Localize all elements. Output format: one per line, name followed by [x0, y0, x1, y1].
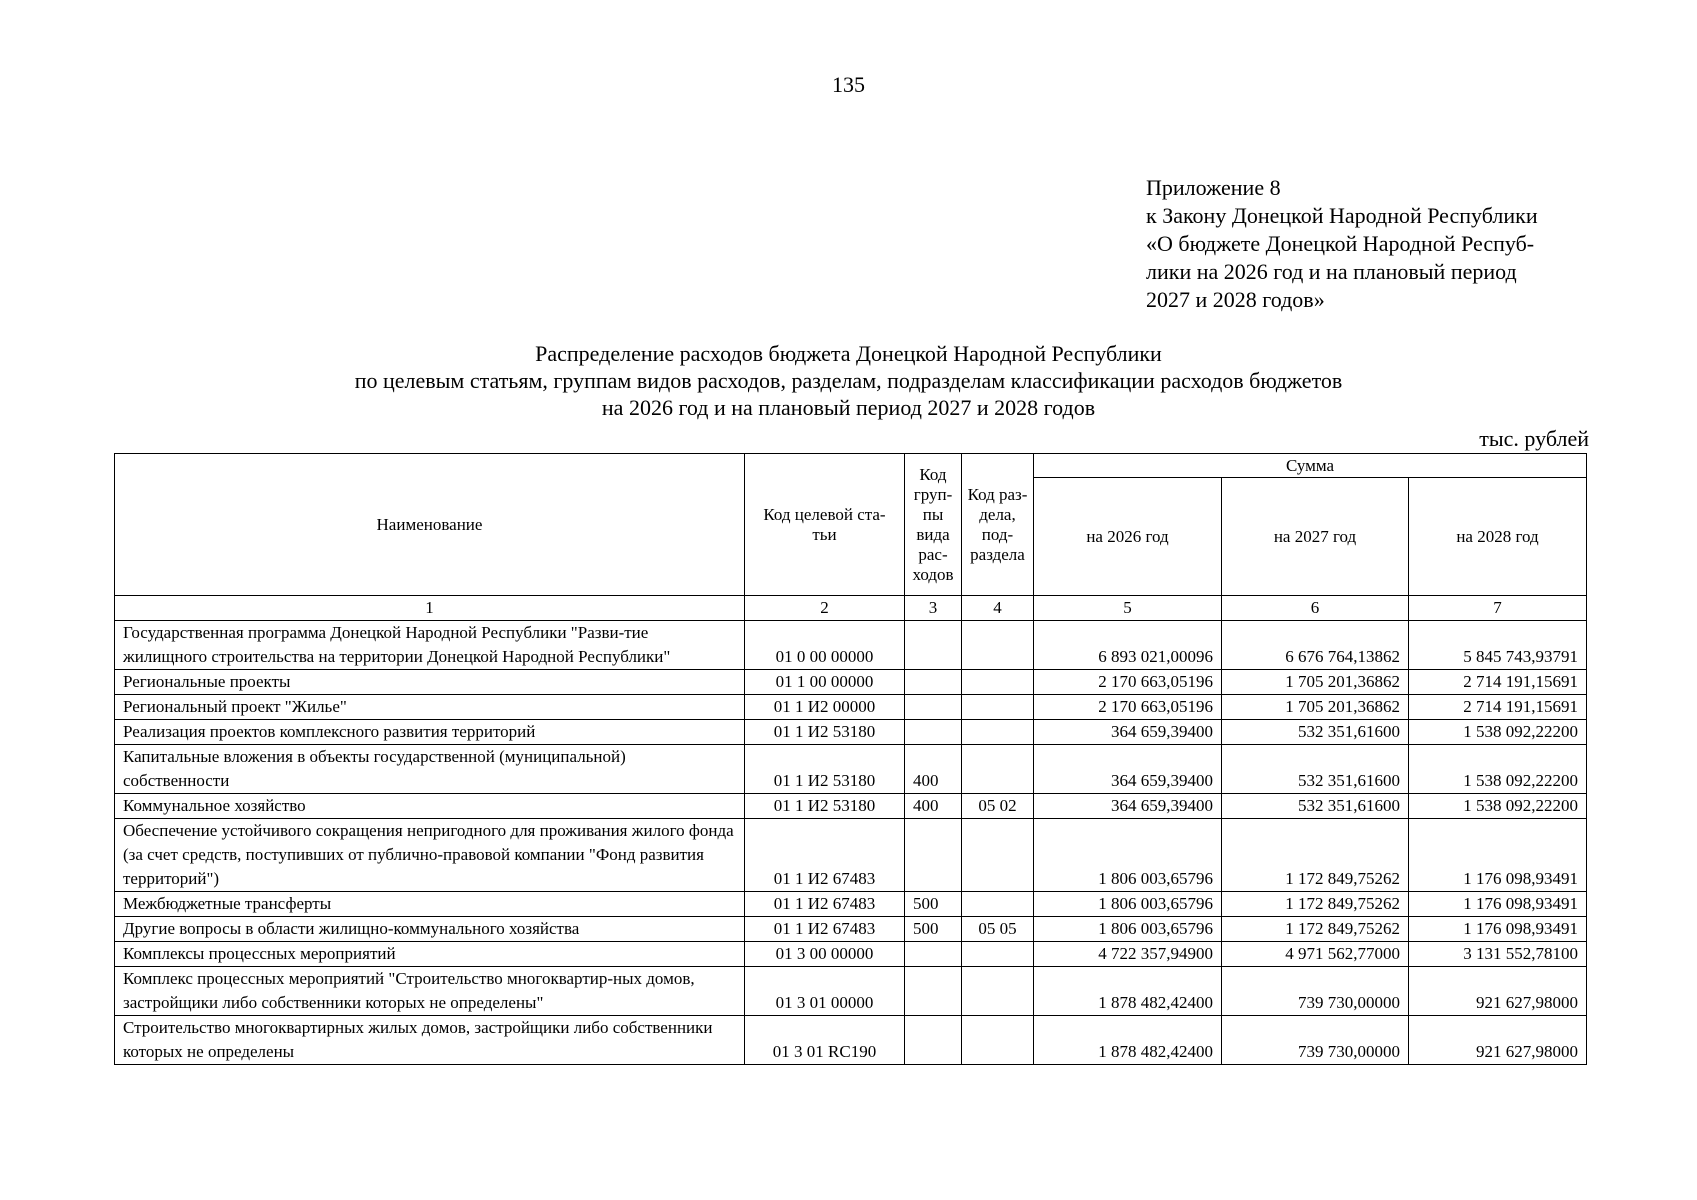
row-section-code — [962, 1016, 1034, 1065]
column-number: 7 — [1409, 596, 1587, 621]
row-amount-2028: 2 714 191,15691 — [1409, 670, 1587, 695]
row-target-code: 01 1 И2 67483 — [745, 917, 905, 942]
document-title — [0, 340, 1697, 421]
row-name: Государственная программа Донецкой Народной Республики "Разви-тие жилищного строительства на территории Донецкой Народной Республики" — [115, 621, 745, 670]
row-section-code: 05 02 — [962, 794, 1034, 819]
header-target-code: Код целевой ста-тьи — [745, 454, 905, 596]
appendix-caption — [1146, 174, 1606, 314]
row-name: Региональный проект "Жилье" — [115, 695, 745, 720]
row-target-code: 01 0 00 00000 — [745, 621, 905, 670]
row-section-code — [962, 892, 1034, 917]
row-amount-2027: 4 971 562,77000 — [1222, 942, 1409, 967]
row-group-code: 500 — [905, 917, 962, 942]
row-amount-2026: 364 659,39400 — [1034, 720, 1222, 745]
row-amount-2026: 1 806 003,65796 — [1034, 819, 1222, 892]
header-section-code: Код раз-дела, под-раздела — [962, 454, 1034, 596]
row-section-code: 05 05 — [962, 917, 1034, 942]
row-target-code: 01 1 И2 53180 — [745, 794, 905, 819]
row-amount-2028: 1 538 092,22200 — [1409, 794, 1587, 819]
row-group-code — [905, 1016, 962, 1065]
row-name: Реализация проектов комплексного развития территорий — [115, 720, 745, 745]
row-amount-2028: 1 538 092,22200 — [1409, 745, 1587, 794]
row-amount-2027: 1 172 849,75262 — [1222, 819, 1409, 892]
header-sum: Сумма — [1034, 454, 1587, 478]
row-amount-2026: 2 170 663,05196 — [1034, 670, 1222, 695]
row-amount-2026: 1 878 482,42400 — [1034, 967, 1222, 1016]
row-amount-2027: 739 730,00000 — [1222, 1016, 1409, 1065]
row-amount-2026: 6 893 021,00096 — [1034, 621, 1222, 670]
row-group-code — [905, 670, 962, 695]
row-group-code: 400 — [905, 745, 962, 794]
column-number: 3 — [905, 596, 962, 621]
row-amount-2028: 1 538 092,22200 — [1409, 720, 1587, 745]
table-row — [115, 695, 1587, 720]
row-amount-2027: 1 172 849,75262 — [1222, 917, 1409, 942]
appendix-line: 2027 и 2028 годов» — [1146, 287, 1325, 312]
title-line: Распределение расходов бюджета Донецкой Народной Республики — [535, 341, 1162, 366]
row-target-code: 01 1 00 00000 — [745, 670, 905, 695]
row-group-code: 500 — [905, 892, 962, 917]
row-section-code — [962, 621, 1034, 670]
row-group-code: 400 — [905, 794, 962, 819]
table-row — [115, 720, 1587, 745]
row-group-code — [905, 695, 962, 720]
row-amount-2028: 1 176 098,93491 — [1409, 917, 1587, 942]
row-group-code — [905, 819, 962, 892]
table-row — [115, 670, 1587, 695]
row-target-code: 01 3 01 RC190 — [745, 1016, 905, 1065]
column-number: 6 — [1222, 596, 1409, 621]
appendix-line: лики на 2026 год и на плановый период — [1146, 259, 1517, 284]
row-amount-2028: 3 131 552,78100 — [1409, 942, 1587, 967]
row-group-code — [905, 720, 962, 745]
table-row — [115, 942, 1587, 967]
row-group-code — [905, 967, 962, 1016]
table-row — [115, 892, 1587, 917]
row-group-code — [905, 621, 962, 670]
row-name: Коммунальное хозяйство — [115, 794, 745, 819]
row-name: Капитальные вложения в объекты государственной (муниципальной) собственности — [115, 745, 745, 794]
row-amount-2026: 1 878 482,42400 — [1034, 1016, 1222, 1065]
header-year-2028: на 2028 год — [1409, 478, 1587, 596]
row-target-code: 01 1 И2 67483 — [745, 819, 905, 892]
row-amount-2027: 1 172 849,75262 — [1222, 892, 1409, 917]
row-target-code: 01 3 00 00000 — [745, 942, 905, 967]
row-amount-2026: 1 806 003,65796 — [1034, 917, 1222, 942]
row-target-code: 01 1 И2 53180 — [745, 745, 905, 794]
row-amount-2028: 2 714 191,15691 — [1409, 695, 1587, 720]
table-row — [115, 794, 1587, 819]
row-name: Межбюджетные трансферты — [115, 892, 745, 917]
row-section-code — [962, 942, 1034, 967]
row-amount-2027: 532 351,61600 — [1222, 720, 1409, 745]
row-amount-2026: 364 659,39400 — [1034, 794, 1222, 819]
table-row — [115, 819, 1587, 892]
row-section-code — [962, 745, 1034, 794]
table-row — [115, 917, 1587, 942]
row-amount-2027: 1 705 201,36862 — [1222, 670, 1409, 695]
row-amount-2027: 6 676 764,13862 — [1222, 621, 1409, 670]
title-line: на 2026 год и на плановый период 2027 и 2028 годов — [601, 395, 1096, 420]
row-section-code — [962, 695, 1034, 720]
page-number: 135 — [832, 72, 865, 97]
row-amount-2028: 1 176 098,93491 — [1409, 892, 1587, 917]
row-target-code: 01 3 01 00000 — [745, 967, 905, 1016]
unit-label: тыс. рублей — [1479, 426, 1589, 451]
table-row — [115, 745, 1587, 794]
row-name: Строительство многоквартирных жилых домов, застройщики либо собственники которых не определены — [115, 1016, 745, 1065]
row-name: Региональные проекты — [115, 670, 745, 695]
header-name: Наименование — [115, 454, 745, 596]
row-section-code — [962, 670, 1034, 695]
row-amount-2027: 532 351,61600 — [1222, 794, 1409, 819]
row-amount-2026: 2 170 663,05196 — [1034, 695, 1222, 720]
header-group-code: Код груп-пы вида рас-ходов — [905, 454, 962, 596]
row-name: Обеспечение устойчивого сокращения непригодного для проживания жилого фонда (за счет средств, поступивших от публично-правовой компании "Фонд развития территорий") — [115, 819, 745, 892]
row-target-code: 01 1 И2 53180 — [745, 720, 905, 745]
table-row — [115, 1016, 1587, 1065]
row-section-code — [962, 720, 1034, 745]
row-section-code — [962, 819, 1034, 892]
row-target-code: 01 1 И2 67483 — [745, 892, 905, 917]
row-amount-2026: 364 659,39400 — [1034, 745, 1222, 794]
column-number: 5 — [1034, 596, 1222, 621]
column-number: 2 — [745, 596, 905, 621]
table-row — [115, 621, 1587, 670]
budget-table — [114, 453, 1587, 1065]
row-amount-2026: 1 806 003,65796 — [1034, 892, 1222, 917]
row-name: Комплекс процессных мероприятий "Строительство многоквартир-ных домов, застройщики либо собственники которых не определены" — [115, 967, 745, 1016]
row-name: Другие вопросы в области жилищно-коммунального хозяйства — [115, 917, 745, 942]
table-row — [115, 967, 1587, 1016]
header-year-2026: на 2026 год — [1034, 478, 1222, 596]
column-number-row — [115, 596, 1587, 621]
row-amount-2028: 921 627,98000 — [1409, 1016, 1587, 1065]
row-group-code — [905, 942, 962, 967]
row-amount-2027: 739 730,00000 — [1222, 967, 1409, 1016]
row-amount-2027: 532 351,61600 — [1222, 745, 1409, 794]
row-amount-2028: 1 176 098,93491 — [1409, 819, 1587, 892]
title-line: по целевым статьям, группам видов расходов, разделам, подразделам классификации расходов бюджетов — [354, 368, 1343, 393]
header-year-2027: на 2027 год — [1222, 478, 1409, 596]
row-name: Комплексы процессных мероприятий — [115, 942, 745, 967]
row-amount-2028: 921 627,98000 — [1409, 967, 1587, 1016]
column-number: 1 — [115, 596, 745, 621]
row-target-code: 01 1 И2 00000 — [745, 695, 905, 720]
appendix-line: Приложение 8 — [1146, 175, 1281, 200]
appendix-line: к Закону Донецкой Народной Республики — [1146, 203, 1538, 228]
appendix-line: «О бюджете Донецкой Народной Респуб- — [1146, 231, 1535, 256]
column-number: 4 — [962, 596, 1034, 621]
row-section-code — [962, 967, 1034, 1016]
row-amount-2026: 4 722 357,94900 — [1034, 942, 1222, 967]
row-amount-2027: 1 705 201,36862 — [1222, 695, 1409, 720]
row-amount-2028: 5 845 743,93791 — [1409, 621, 1587, 670]
